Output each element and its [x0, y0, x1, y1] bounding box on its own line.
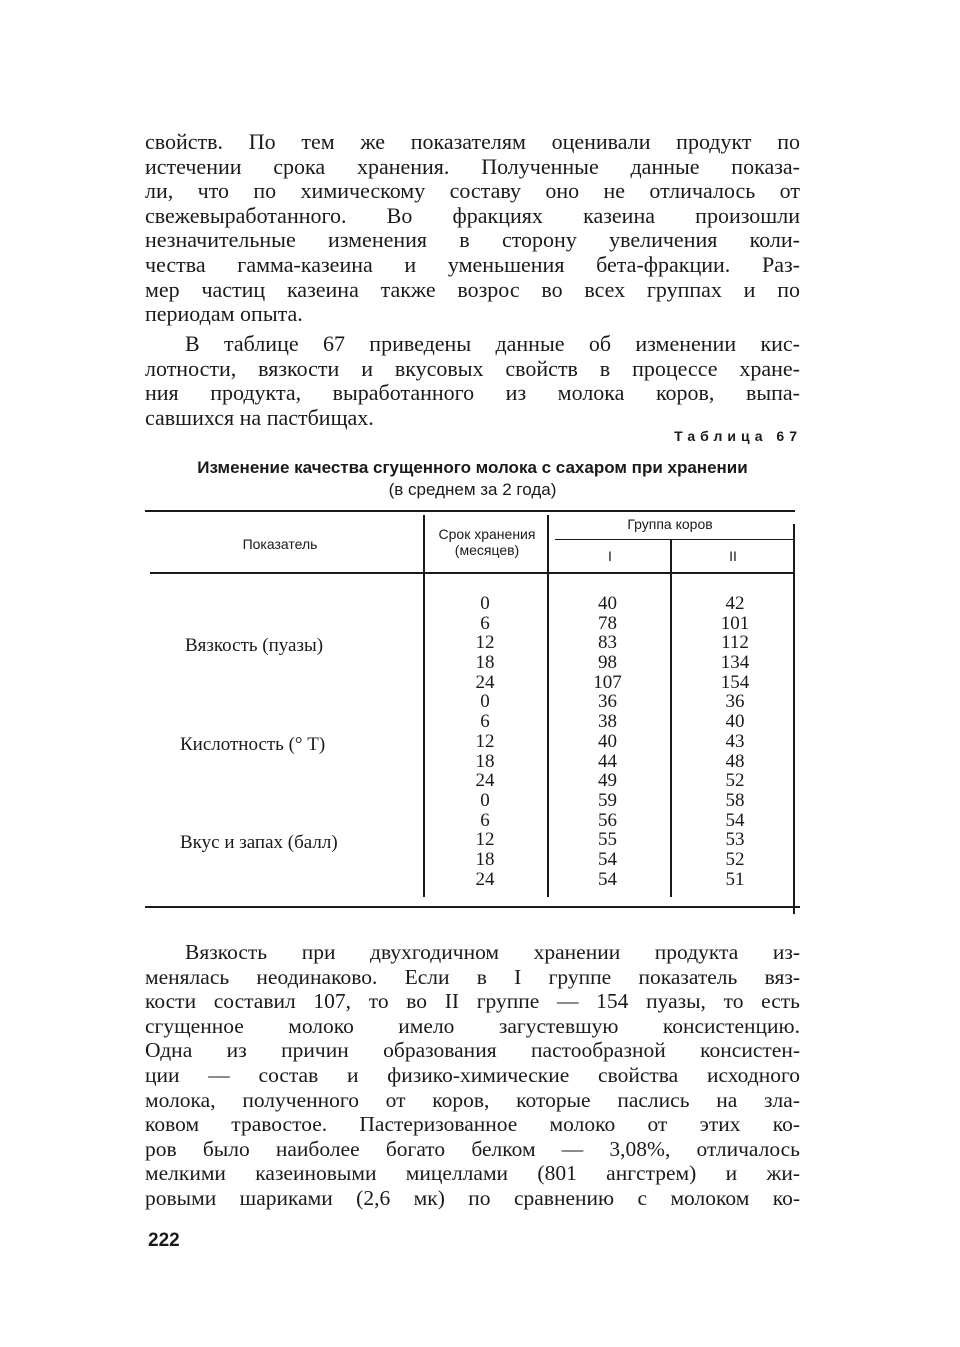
table-cell: 78 — [598, 612, 617, 634]
column-divider — [547, 515, 549, 897]
text-line: Одна из причин образования пастообразной консистен- — [145, 1038, 800, 1063]
text-line: ковом травостое. Пастеризованное молоко от этих ко- — [145, 1112, 800, 1137]
table-cell: 53 — [725, 829, 745, 851]
table-cell: 42 — [725, 593, 745, 614]
table-cell: 59 — [598, 789, 617, 811]
table-cell: 18 — [475, 652, 495, 674]
table-cell: 12 — [475, 829, 495, 851]
text-line: кости составил 107, то во II группе — 154 пуазы, то есть — [145, 989, 800, 1014]
header-storage-line: (месяцев) — [454, 542, 520, 558]
table-cell: 112 — [721, 632, 749, 654]
table-cell: 58 — [725, 789, 745, 811]
table-cell: 6 — [480, 612, 490, 634]
text-line: В таблице 67 приведены данные об изменении кис- — [185, 331, 800, 356]
table-cell: 83 — [598, 632, 617, 654]
text-line: истечении срока хранения. Полученные данные показа- — [145, 153, 800, 179]
table-cell: 52 — [725, 770, 745, 792]
table-bottom-rule — [145, 906, 800, 908]
text-line: ции — состав и физико-химические свойства исходного — [145, 1062, 800, 1087]
table-cell: 24 — [475, 868, 495, 890]
text-line: сгущенное молоко имело загустевшую консистенцию. — [145, 1013, 800, 1038]
table-cell: 40 — [598, 593, 617, 614]
table-cell: 55 — [598, 829, 617, 851]
column-months — [445, 594, 525, 889]
text-line: мелкими казеиновыми мицеллами (801 ангстрем) и жи- — [145, 1161, 800, 1186]
caption-subtitle: (в среднем за 2 года) — [388, 480, 557, 499]
table-cell: 154 — [720, 671, 750, 693]
header-group: Группа коров — [627, 516, 713, 532]
header-group-i: I — [608, 548, 612, 564]
table-cell: 98 — [598, 652, 617, 674]
table-cell: 49 — [598, 770, 617, 792]
text-line: Вязкость при двухгодичном хранении продукта из- — [185, 940, 800, 964]
table-cell: 38 — [598, 711, 617, 733]
header-group-ii: II — [729, 548, 737, 564]
text-line: незначительные изменения в сторону увеличения коли- — [145, 227, 800, 253]
table-cell: 107 — [593, 671, 622, 693]
table-cell: 24 — [475, 671, 495, 693]
text-line: ровыми шариками (2,6 мк) по сравнению с молоком ко- — [145, 1185, 800, 1210]
column-divider — [670, 540, 672, 897]
table-cell: 6 — [480, 809, 490, 831]
table-cell: 52 — [725, 848, 745, 870]
table-cell: 54 — [598, 868, 617, 890]
row-label-taste: Вкус и запах (балл) — [180, 832, 338, 853]
group-header-rule — [555, 539, 795, 540]
header-indicator: Показатель — [242, 536, 318, 552]
row-label-viscosity: Вязкость (пуазы) — [185, 635, 324, 656]
table-cell: 18 — [475, 848, 495, 870]
table-cell: 18 — [475, 750, 495, 772]
table-cell: 54 — [725, 809, 745, 831]
table-cell: 24 — [475, 770, 495, 792]
table-cell: 0 — [480, 593, 490, 614]
table-cell: 40 — [598, 730, 617, 752]
page-number: 222 — [148, 1230, 180, 1251]
text-line: менялась неодинаково. Если в I группе показатель вяз- — [145, 964, 800, 989]
table-cell: 54 — [598, 848, 617, 870]
text-line: ли, что по химическому составу оно не отличалось от — [145, 178, 800, 204]
table-cell: 44 — [598, 750, 617, 772]
table-cell: 36 — [725, 691, 745, 713]
text-line: лотности, вязкости и вкусовых свойств в процессе хране- — [145, 355, 800, 381]
table-right-border — [793, 524, 795, 914]
paragraph-viscosity-discussion — [145, 940, 800, 1211]
table-cell: 56 — [598, 809, 617, 831]
table-cell: 36 — [598, 691, 617, 713]
table-cell: 134 — [720, 652, 750, 674]
table-cell: 40 — [725, 711, 745, 733]
table-cell: 6 — [480, 711, 490, 733]
text-line: чества гамма-казеина и уменьшения бета-фракции. Раз- — [145, 251, 800, 277]
text-line: ров было наиболее богато белком — 3,08%, отличалось — [145, 1136, 800, 1161]
table-cell: 0 — [480, 691, 490, 713]
text-line: савшихся на пастбищах. — [145, 404, 374, 430]
table-caption — [145, 457, 800, 501]
text-line: мер частиц казеина также возрос во всех группах и по — [145, 276, 800, 302]
column-group-ii — [695, 594, 775, 889]
table-cell: 43 — [725, 730, 745, 752]
text-line: свойств. По тем же показателям оценивали продукт по — [145, 129, 800, 154]
paragraph-table-intro — [145, 332, 800, 430]
table-cell: 51 — [725, 868, 745, 890]
table-top-rule — [145, 510, 795, 512]
header-storage-line: Срок хранения — [438, 526, 536, 542]
paragraph-intro — [145, 130, 800, 327]
data-table — [145, 510, 800, 910]
text-line: молока, полученного от коров, которые паслись на зла- — [145, 1087, 800, 1112]
header-storage — [427, 526, 547, 558]
caption-title: Изменение качества сгущенного молока с сахаром при хранении — [197, 458, 748, 477]
header-bottom-rule — [150, 572, 795, 574]
text-line: свежевыработанного. Во фракциях казеина произошли — [145, 202, 800, 228]
text-line: ния продукта, выработанного из молока коров, выпа- — [145, 380, 800, 406]
table-number: Таблица 67 — [674, 428, 802, 444]
column-divider — [423, 515, 425, 897]
column-group-i — [570, 594, 645, 889]
table-cell: 0 — [480, 789, 490, 811]
table-cell: 12 — [475, 632, 495, 654]
text-line: периодам опыта. — [145, 301, 303, 327]
table-cell: 12 — [475, 730, 495, 752]
table-cell: 101 — [720, 612, 750, 634]
table-cell: 48 — [725, 750, 745, 772]
row-label-acidity: Кислотность (° Т) — [180, 734, 326, 755]
